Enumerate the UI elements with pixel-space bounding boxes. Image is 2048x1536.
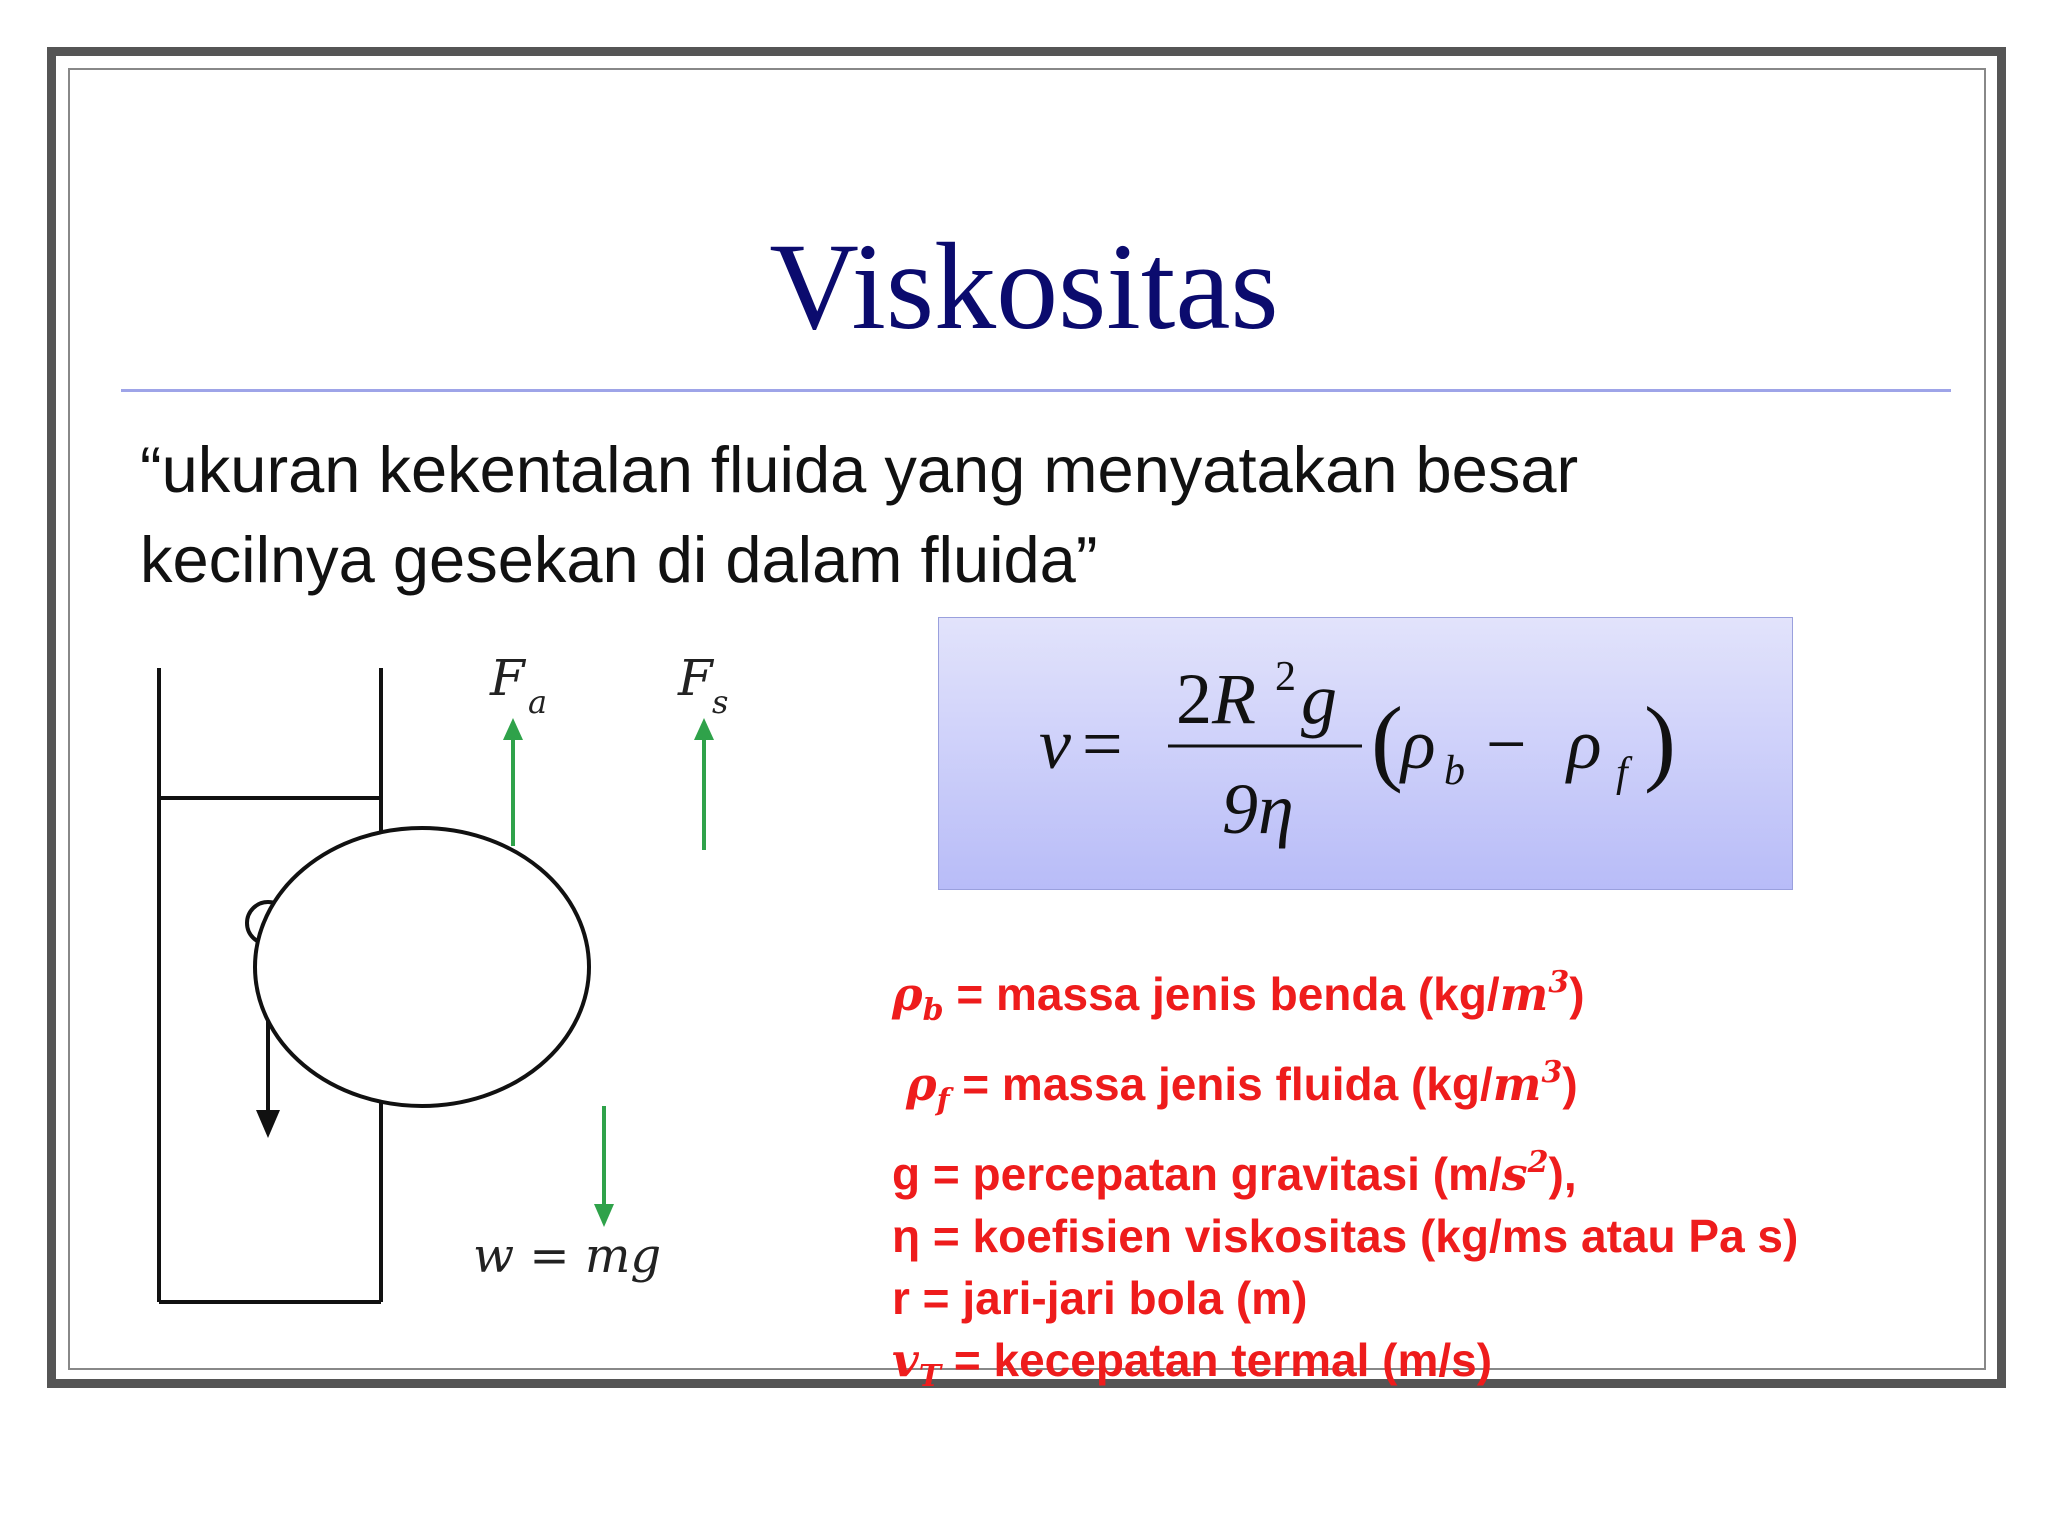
legend-unit-exp: 3	[1541, 1055, 1563, 1090]
legend-symbol: ρ	[892, 967, 923, 1021]
legend-symbol-sub: b	[922, 993, 944, 1028]
legend-symbol-sub: f	[936, 1083, 950, 1118]
legend-tail: )	[1569, 968, 1585, 1020]
formula-close-paren: )	[1644, 687, 1676, 794]
legend-text: = jari-jari bola (m)	[909, 1272, 1308, 1324]
formula-num-coef: 2	[1176, 659, 1212, 739]
legend-text: = massa jenis benda (kg/	[943, 968, 1500, 1020]
legend-unit-var: m	[1499, 967, 1549, 1021]
legend-tail: ),	[1548, 1148, 1577, 1200]
fall-arrow-icon	[256, 1110, 280, 1138]
legend-text: = massa jenis fluida (kg/	[949, 1058, 1493, 1110]
legend-text: = kecepatan termal (m/s)	[941, 1334, 1493, 1386]
formula-open-paren: (	[1371, 687, 1403, 794]
legend-symbol: r	[892, 1272, 910, 1324]
legend-symbol-sub: T	[918, 1359, 942, 1394]
stokes-formula	[939, 618, 1794, 891]
legend-row-rho-f	[892, 1042, 1798, 1132]
formula-num-exp: 2	[1275, 654, 1296, 700]
slide-title: Viskositas	[769, 218, 1279, 355]
legend-row-eta	[892, 1205, 1798, 1267]
formula-rho-b-sub: b	[1444, 748, 1465, 794]
legend-symbol: v	[892, 1333, 919, 1387]
drag-force-label: F	[678, 649, 713, 707]
legend-unit-var: s	[1501, 1147, 1528, 1201]
legend-symbol: η	[892, 1210, 921, 1262]
formula-rho-f-sub: f	[1616, 750, 1628, 796]
formula-num-R: R	[1212, 659, 1256, 739]
legend-row-g	[892, 1132, 1798, 1205]
weight-label: w = mg	[473, 1228, 662, 1284]
legend-text: = percepatan gravitasi (m/	[920, 1148, 1502, 1200]
formula-rho-f: ρ	[1567, 704, 1602, 784]
legend-symbol: ρ	[906, 1057, 937, 1111]
legend-unit-var: m	[1492, 1057, 1542, 1111]
variable-legend	[892, 952, 1798, 1408]
buoyant-force-sub: a	[528, 683, 548, 721]
formula-denominator: 9η	[1222, 769, 1294, 849]
stokes-formula-box	[938, 617, 1793, 890]
definition-text	[140, 425, 1860, 605]
legend-row-vt	[892, 1329, 1798, 1408]
formula-minus: −	[1486, 704, 1527, 784]
viscosity-diagram	[130, 640, 810, 1330]
sphere	[255, 828, 589, 1106]
drag-force-sub: s	[712, 683, 729, 721]
legend-text: = koefisien viskositas (kg/ms atau Pa s)	[920, 1210, 1799, 1262]
formula-num-g: g	[1301, 659, 1337, 739]
legend-symbol: g	[892, 1148, 921, 1200]
legend-row-r	[892, 1267, 1798, 1329]
definition-line-1: “ukuran kekentalan fluida yang menyatakan besar	[140, 433, 1579, 506]
legend-tail: )	[1562, 1058, 1578, 1110]
legend-row-rho-b	[892, 952, 1798, 1042]
legend-unit-exp: 2	[1527, 1145, 1549, 1180]
definition-line-2: kecilnya gesekan di dalam fluida”	[140, 523, 1098, 596]
formula-rho-b: ρ	[1401, 704, 1436, 784]
formula-lhs: v	[1039, 704, 1071, 784]
formula-equals: =	[1082, 704, 1123, 784]
legend-unit-exp: 3	[1548, 965, 1570, 1000]
title-divider	[121, 389, 1951, 392]
buoyant-force-label: F	[490, 649, 525, 707]
